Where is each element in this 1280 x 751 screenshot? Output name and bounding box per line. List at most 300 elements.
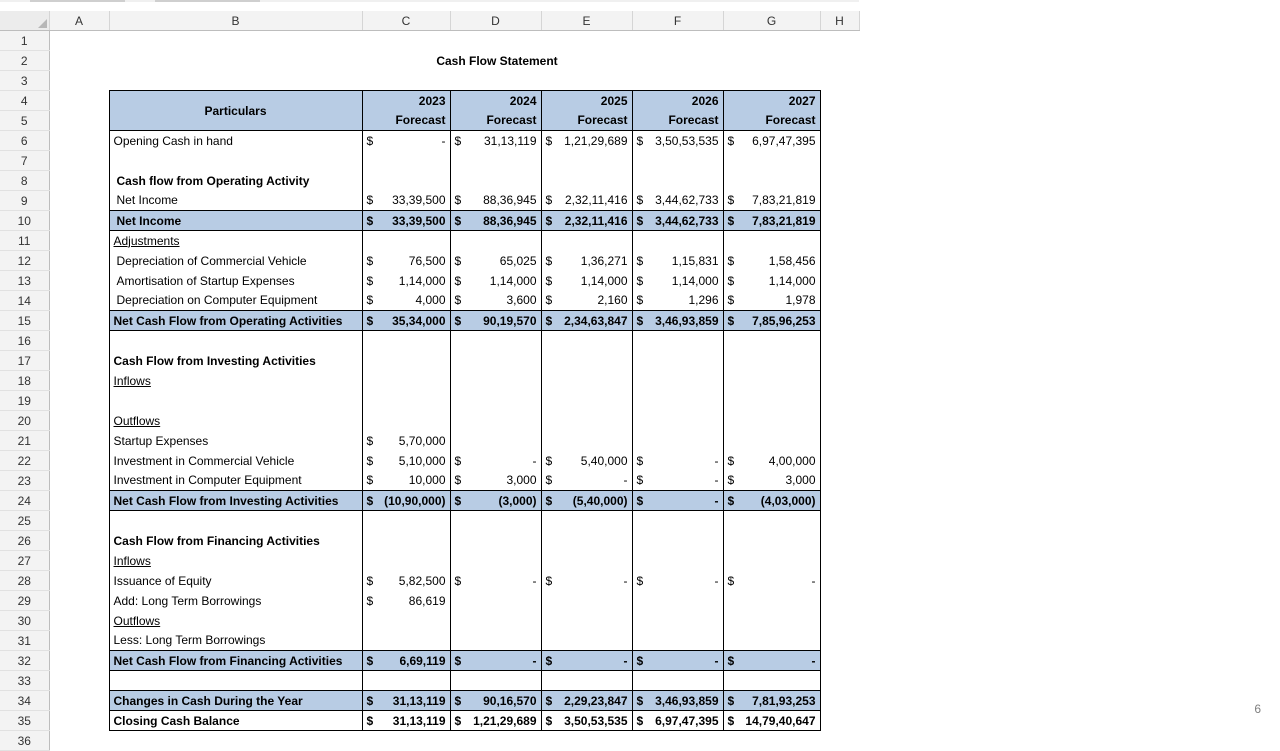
empty-cell[interactable] [723, 151, 820, 171]
row-header[interactable]: 6 [0, 131, 49, 151]
empty-cell[interactable] [820, 191, 859, 211]
empty-cell[interactable] [820, 711, 859, 731]
cell-col-a[interactable] [49, 491, 109, 511]
amount-cell[interactable] [632, 311, 723, 331]
amount-cell[interactable] [541, 251, 632, 271]
cell-col-a[interactable] [49, 31, 109, 51]
sheet-tab[interactable] [30, 0, 125, 2]
amount-cell[interactable] [362, 271, 450, 291]
empty-cell[interactable] [541, 531, 632, 551]
empty-cell[interactable] [362, 531, 450, 551]
empty-cell[interactable] [541, 331, 632, 351]
empty-cell[interactable] [820, 451, 859, 471]
empty-cell[interactable] [632, 71, 723, 91]
empty-cell[interactable] [723, 511, 820, 531]
empty-cell[interactable] [541, 71, 632, 91]
amount-cell[interactable] [723, 491, 820, 511]
row-header[interactable]: 29 [0, 591, 49, 611]
row-header[interactable]: 10 [0, 211, 49, 231]
empty-cell[interactable] [723, 71, 820, 91]
amount-cell[interactable] [450, 131, 541, 151]
empty-cell[interactable] [362, 671, 450, 691]
empty-cell[interactable] [362, 631, 450, 651]
cell-col-a[interactable] [49, 171, 109, 191]
cell-col-a[interactable] [49, 331, 109, 351]
empty-cell[interactable] [541, 351, 632, 371]
row-header[interactable]: 31 [0, 631, 49, 651]
cell-col-a[interactable] [49, 211, 109, 231]
cell-col-a[interactable] [49, 711, 109, 731]
amount-cell[interactable] [541, 211, 632, 231]
empty-cell[interactable] [820, 331, 859, 351]
empty-cell[interactable] [820, 471, 859, 491]
row-header[interactable]: 12 [0, 251, 49, 271]
amount-cell[interactable] [450, 191, 541, 211]
empty-cell[interactable] [820, 491, 859, 511]
cell-col-a[interactable] [49, 531, 109, 551]
currency-symbol: $ [454, 473, 462, 488]
empty-cell[interactable] [723, 351, 820, 371]
cell-col-a[interactable] [49, 671, 109, 691]
amount-cell[interactable] [362, 131, 450, 151]
amount-cell[interactable] [450, 691, 541, 711]
amount-cell[interactable] [362, 211, 450, 231]
empty-cell[interactable] [362, 171, 450, 191]
empty-cell[interactable] [541, 551, 632, 571]
row-header[interactable]: 3 [0, 71, 49, 91]
amount-cell[interactable] [362, 471, 450, 491]
amount-cell[interactable] [450, 591, 541, 611]
amount-cell[interactable] [362, 451, 450, 471]
empty-cell[interactable] [450, 411, 541, 431]
empty-cell[interactable] [450, 71, 541, 91]
empty-cell[interactable] [820, 31, 859, 51]
amount-cell[interactable] [362, 571, 450, 591]
amount-cell[interactable] [723, 471, 820, 491]
empty-cell[interactable] [362, 151, 450, 171]
cell-col-b[interactable] [109, 331, 362, 351]
empty-cell[interactable] [820, 431, 859, 451]
amount-cell[interactable] [632, 651, 723, 671]
cell-col-a[interactable] [49, 551, 109, 571]
column-header-f[interactable]: F [632, 11, 723, 31]
amount-cell[interactable] [632, 271, 723, 291]
amount-cell[interactable] [723, 311, 820, 331]
empty-cell[interactable] [723, 611, 820, 631]
empty-cell[interactable] [450, 231, 541, 251]
empty-cell[interactable] [450, 511, 541, 531]
cell-col-a[interactable] [49, 371, 109, 391]
amount-cell[interactable] [450, 271, 541, 291]
amount-number: 1,15,831 [671, 253, 719, 268]
cell-col-a[interactable] [49, 451, 109, 471]
row-header[interactable]: 17 [0, 351, 49, 371]
amount-value [728, 132, 816, 150]
empty-cell[interactable] [632, 551, 723, 571]
empty-cell[interactable] [820, 211, 859, 231]
cell-col-a[interactable] [49, 651, 109, 671]
cell-col-b[interactable] [109, 391, 362, 411]
cell-col-a[interactable] [49, 91, 109, 111]
empty-cell[interactable] [450, 631, 541, 651]
amount-cell[interactable] [541, 291, 632, 311]
empty-cell[interactable] [362, 611, 450, 631]
cell-col-a[interactable] [49, 431, 109, 451]
row-header[interactable]: 7 [0, 151, 49, 171]
empty-cell[interactable] [362, 371, 450, 391]
empty-cell[interactable] [362, 231, 450, 251]
empty-cell[interactable] [723, 51, 820, 71]
row-header[interactable]: 24 [0, 491, 49, 511]
empty-cell[interactable] [541, 731, 632, 751]
empty-cell[interactable] [362, 511, 450, 531]
amount-cell[interactable] [723, 431, 820, 451]
cell-col-b[interactable] [109, 151, 362, 171]
empty-cell[interactable] [820, 131, 859, 151]
empty-cell[interactable] [820, 111, 859, 131]
empty-cell[interactable] [632, 631, 723, 651]
amount-cell[interactable] [632, 451, 723, 471]
column-header-a[interactable]: A [49, 11, 109, 31]
empty-cell[interactable] [450, 151, 541, 171]
row-header[interactable]: 18 [0, 371, 49, 391]
empty-cell[interactable] [541, 151, 632, 171]
amount-cell[interactable] [632, 691, 723, 711]
cell-col-a[interactable] [49, 151, 109, 171]
amount-cell[interactable] [632, 571, 723, 591]
row-header[interactable]: 36 [0, 731, 49, 751]
amount-cell[interactable] [541, 591, 632, 611]
empty-cell[interactable] [723, 391, 820, 411]
amount-cell[interactable] [450, 571, 541, 591]
empty-cell[interactable] [820, 171, 859, 191]
cell-col-a[interactable] [49, 591, 109, 611]
empty-cell[interactable] [362, 331, 450, 351]
amount-cell[interactable] [723, 451, 820, 471]
empty-cell[interactable] [820, 371, 859, 391]
amount-cell[interactable] [362, 651, 450, 671]
amount-cell[interactable] [450, 491, 541, 511]
empty-cell[interactable] [450, 391, 541, 411]
empty-cell[interactable] [820, 271, 859, 291]
currency-symbol: $ [636, 473, 644, 488]
amount-cell[interactable] [362, 291, 450, 311]
cell-col-b[interactable] [109, 51, 362, 71]
empty-cell[interactable] [450, 371, 541, 391]
empty-cell[interactable] [723, 171, 820, 191]
empty-cell[interactable] [820, 311, 859, 331]
empty-cell[interactable] [541, 171, 632, 191]
amount-cell[interactable] [723, 591, 820, 611]
row-header[interactable]: 28 [0, 571, 49, 591]
amount-cell[interactable] [723, 271, 820, 291]
cell-col-a[interactable] [49, 691, 109, 711]
amount-cell[interactable] [450, 711, 541, 731]
empty-cell[interactable] [632, 51, 723, 71]
empty-cell[interactable] [450, 331, 541, 351]
row-header[interactable]: 20 [0, 411, 49, 431]
amount-cell[interactable] [632, 711, 723, 731]
empty-cell[interactable] [723, 731, 820, 751]
empty-cell[interactable] [362, 731, 450, 751]
cell-col-a[interactable] [49, 231, 109, 251]
cell-col-a[interactable] [49, 131, 109, 151]
amount-cell[interactable] [450, 211, 541, 231]
cell-col-b[interactable] [109, 511, 362, 531]
empty-cell[interactable] [632, 731, 723, 751]
amount-cell[interactable] [450, 451, 541, 471]
empty-cell[interactable] [632, 511, 723, 531]
cell-col-b[interactable] [109, 671, 362, 691]
amount-cell[interactable] [362, 251, 450, 271]
amount-cell[interactable] [632, 131, 723, 151]
cell-col-a[interactable] [49, 631, 109, 651]
amount-cell[interactable] [541, 491, 632, 511]
empty-cell[interactable] [820, 251, 859, 271]
amount-cell[interactable] [723, 571, 820, 591]
amount-cell[interactable] [541, 471, 632, 491]
empty-cell[interactable] [362, 551, 450, 571]
empty-cell[interactable] [820, 511, 859, 531]
empty-cell[interactable] [820, 231, 859, 251]
empty-cell[interactable] [450, 351, 541, 371]
empty-cell[interactable] [450, 731, 541, 751]
cell-col-a[interactable] [49, 191, 109, 211]
empty-cell[interactable] [723, 551, 820, 571]
amount-cell[interactable] [723, 131, 820, 151]
cell-col-a[interactable] [49, 291, 109, 311]
amount-cell[interactable] [632, 291, 723, 311]
cell-col-a[interactable] [49, 731, 109, 751]
empty-cell[interactable] [820, 531, 859, 551]
empty-cell[interactable] [632, 331, 723, 351]
amount-cell[interactable] [632, 431, 723, 451]
cell-col-a[interactable] [49, 111, 109, 131]
amount-cell[interactable] [450, 431, 541, 451]
empty-cell[interactable] [820, 391, 859, 411]
empty-cell[interactable] [362, 31, 450, 51]
empty-cell[interactable] [362, 351, 450, 371]
amount-cell[interactable] [723, 291, 820, 311]
cell-col-a[interactable] [49, 571, 109, 591]
amount-cell[interactable] [450, 251, 541, 271]
empty-cell[interactable] [541, 611, 632, 631]
sheet-tab[interactable] [155, 0, 260, 2]
column-header-e[interactable]: E [541, 11, 632, 31]
empty-cell[interactable] [820, 571, 859, 591]
row-header[interactable]: 26 [0, 531, 49, 551]
amount-cell[interactable] [541, 431, 632, 451]
empty-cell[interactable] [820, 651, 859, 671]
column-header-h[interactable]: H [820, 11, 859, 31]
empty-cell[interactable] [541, 631, 632, 651]
empty-cell[interactable] [632, 391, 723, 411]
empty-cell[interactable] [723, 531, 820, 551]
empty-cell[interactable] [632, 531, 723, 551]
row-header[interactable]: 35 [0, 711, 49, 731]
amount-cell[interactable] [541, 711, 632, 731]
empty-cell[interactable] [362, 71, 450, 91]
amount-cell[interactable] [362, 191, 450, 211]
empty-cell[interactable] [450, 671, 541, 691]
cell-col-a[interactable] [49, 51, 109, 71]
amount-cell[interactable] [450, 311, 541, 331]
empty-cell[interactable] [820, 411, 859, 431]
empty-cell[interactable] [450, 531, 541, 551]
empty-cell[interactable] [820, 591, 859, 611]
empty-cell[interactable] [820, 91, 859, 111]
amount-cell[interactable] [362, 311, 450, 331]
empty-cell[interactable] [450, 551, 541, 571]
amount-cell[interactable] [632, 211, 723, 231]
row-header[interactable]: 34 [0, 691, 49, 711]
empty-cell[interactable] [450, 31, 541, 51]
cell-col-a[interactable] [49, 311, 109, 331]
amount-cell[interactable] [632, 471, 723, 491]
row-header[interactable]: 19 [0, 391, 49, 411]
cell-col-a[interactable] [49, 611, 109, 631]
row-header[interactable]: 14 [0, 291, 49, 311]
row-header[interactable]: 25 [0, 511, 49, 531]
column-header-b[interactable]: B [109, 11, 362, 31]
amount-cell[interactable] [541, 311, 632, 331]
cell-col-b[interactable] [109, 731, 362, 751]
amount-cell[interactable] [632, 491, 723, 511]
amount-cell[interactable] [362, 691, 450, 711]
amount-cell[interactable] [541, 191, 632, 211]
cell-col-a[interactable] [49, 251, 109, 271]
empty-cell[interactable] [450, 611, 541, 631]
empty-cell[interactable] [541, 391, 632, 411]
column-header-d[interactable]: D [450, 11, 541, 31]
amount-cell[interactable] [541, 691, 632, 711]
cell-col-b[interactable] [109, 71, 362, 91]
empty-cell[interactable] [820, 551, 859, 571]
empty-cell[interactable] [632, 31, 723, 51]
empty-cell[interactable] [820, 671, 859, 691]
row-header[interactable]: 33 [0, 671, 49, 691]
empty-cell[interactable] [723, 371, 820, 391]
empty-cell[interactable] [632, 671, 723, 691]
empty-cell[interactable] [723, 331, 820, 351]
empty-cell[interactable] [541, 31, 632, 51]
amount-cell[interactable] [632, 251, 723, 271]
amount-cell[interactable] [362, 431, 450, 451]
row-header[interactable]: 8 [0, 171, 49, 191]
empty-cell[interactable] [820, 691, 859, 711]
cell-col-a[interactable] [49, 71, 109, 91]
empty-cell[interactable] [723, 631, 820, 651]
row-header[interactable]: 32 [0, 651, 49, 671]
row-header[interactable]: 21 [0, 431, 49, 451]
empty-cell[interactable] [723, 411, 820, 431]
cell-col-b[interactable] [109, 31, 362, 51]
empty-cell[interactable] [723, 31, 820, 51]
amount-cell[interactable] [541, 651, 632, 671]
empty-cell[interactable] [541, 511, 632, 531]
cell-col-a[interactable] [49, 351, 109, 371]
row-header[interactable]: 16 [0, 331, 49, 351]
amount-cell[interactable] [362, 591, 450, 611]
row-header[interactable]: 22 [0, 451, 49, 471]
row-header[interactable]: 1 [0, 31, 49, 51]
column-header-row [0, 11, 859, 31]
amount-cell[interactable] [362, 711, 450, 731]
empty-cell[interactable] [541, 231, 632, 251]
empty-cell[interactable] [820, 731, 859, 751]
row-header[interactable]: 9 [0, 191, 49, 211]
empty-cell[interactable] [820, 351, 859, 371]
column-header-c[interactable]: C [362, 11, 450, 31]
cell-col-a[interactable] [49, 391, 109, 411]
row-header[interactable]: 23 [0, 471, 49, 491]
row-header[interactable]: 5 [0, 111, 49, 131]
amount-cell[interactable] [632, 591, 723, 611]
row-header[interactable]: 15 [0, 311, 49, 331]
empty-cell[interactable] [450, 171, 541, 191]
row-header[interactable]: 30 [0, 611, 49, 631]
empty-cell[interactable] [820, 631, 859, 651]
empty-cell[interactable] [632, 371, 723, 391]
empty-cell[interactable] [632, 231, 723, 251]
cell-col-a[interactable] [49, 471, 109, 491]
amount-cell[interactable] [541, 571, 632, 591]
empty-cell[interactable] [723, 231, 820, 251]
cell-col-a[interactable] [49, 511, 109, 531]
amount-cell[interactable] [723, 651, 820, 671]
empty-cell[interactable] [723, 671, 820, 691]
amount-cell[interactable] [450, 651, 541, 671]
amount-cell[interactable] [450, 471, 541, 491]
amount-cell[interactable] [541, 131, 632, 151]
row-header[interactable]: 13 [0, 271, 49, 291]
amount-cell[interactable] [723, 691, 820, 711]
empty-cell[interactable] [820, 151, 859, 171]
empty-cell[interactable] [541, 671, 632, 691]
column-header-g[interactable]: G [723, 11, 820, 31]
empty-cell[interactable] [820, 611, 859, 631]
amount-cell[interactable] [450, 291, 541, 311]
empty-cell[interactable] [820, 291, 859, 311]
amount-cell[interactable] [723, 191, 820, 211]
cell-col-a[interactable] [49, 271, 109, 291]
row-header[interactable]: 2 [0, 51, 49, 71]
amount-cell[interactable] [723, 711, 820, 731]
empty-cell[interactable] [632, 611, 723, 631]
empty-cell[interactable] [362, 391, 450, 411]
row-header[interactable]: 4 [0, 91, 49, 111]
row-header[interactable]: 27 [0, 551, 49, 571]
empty-cell[interactable] [362, 411, 450, 431]
empty-cell[interactable] [541, 371, 632, 391]
empty-cell[interactable] [820, 71, 859, 91]
cell-col-a[interactable] [49, 411, 109, 431]
empty-cell[interactable] [820, 51, 859, 71]
empty-cell[interactable] [632, 151, 723, 171]
amount-cell[interactable] [541, 451, 632, 471]
row-header[interactable]: 11 [0, 231, 49, 251]
empty-cell[interactable] [632, 411, 723, 431]
amount-cell[interactable] [541, 271, 632, 291]
amount-cell[interactable] [632, 191, 723, 211]
amount-cell[interactable] [723, 251, 820, 271]
amount-cell[interactable] [362, 491, 450, 511]
empty-cell[interactable] [632, 351, 723, 371]
amount-cell[interactable] [723, 211, 820, 231]
empty-cell[interactable] [541, 411, 632, 431]
empty-cell[interactable] [632, 171, 723, 191]
select-all-corner[interactable] [0, 11, 49, 31]
